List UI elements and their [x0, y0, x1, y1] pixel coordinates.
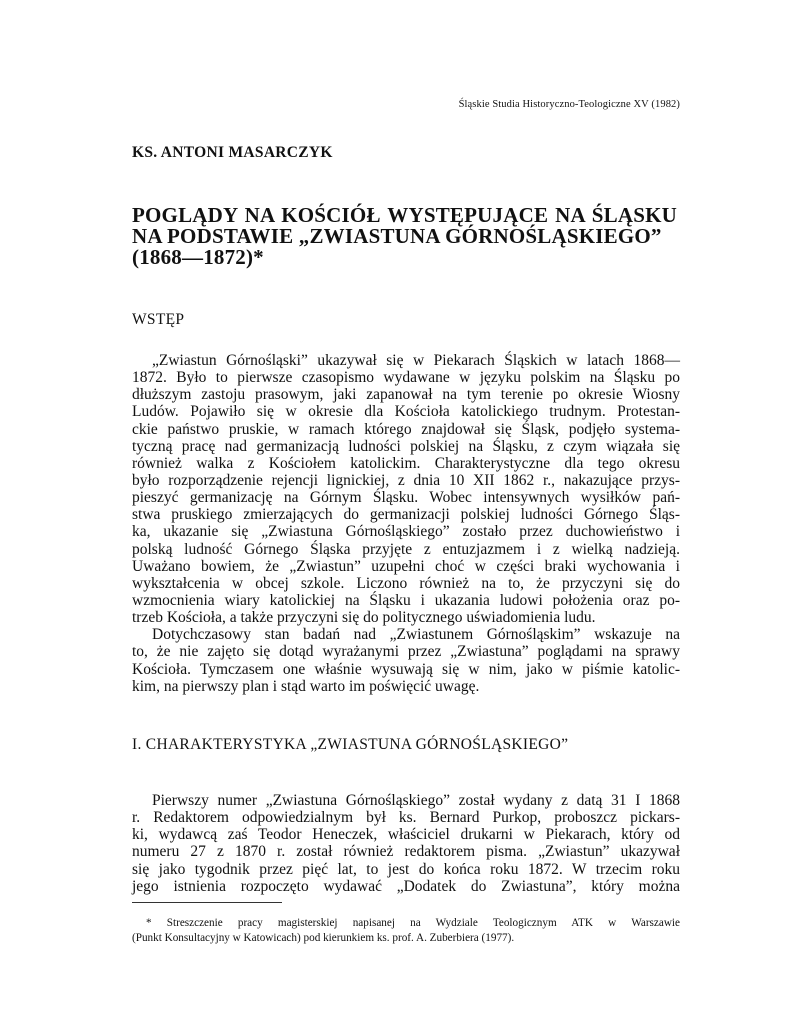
title-line: NA PODSTAWIE „ZWIASTUNA GÓRNOŚLĄSKIEGO” [132, 224, 662, 248]
running-header: Śląskie Studia Historyczno-Teologiczne XV (1982) [458, 99, 680, 110]
text-line: ki, wydawcą zaś Teodor Heneczek, właściciel drukarni w Piekarach, który od [132, 826, 680, 844]
text-line: ckie państwo pruskie, w ramach którego znajdował się Śląsk, podjęło systema- [132, 420, 680, 438]
footnote-line: * Streszczenie pracy magisterskiej napisanej na Wydziale Teologicznym ATK w Warszawie [146, 917, 680, 929]
text-line: r. Redaktorem odpowiedzialnym był ks. Bernard Purkop, proboszcz pickars- [132, 809, 680, 827]
section-heading-chapter-1: I. CHARAKTERYSTYKA „ZWIASTUNA GÓRNOŚLĄSKIEGO” [132, 736, 569, 753]
text-line: stwa pruskiego zmierzających do germanizacji polskiej ludności Górnego Śląs- [132, 506, 680, 524]
text-line: 1872. Było to pierwsze czasopismo wydawane w języku polskim na Śląsku po [132, 369, 680, 387]
intro-paragraphs [132, 352, 680, 695]
text-line: kim, na pierwszy plan i stąd warto im poświęcić uwagę. [132, 677, 480, 695]
text-line: to, że nie zajęto się dotąd wyrażanymi przez „Zwiastuna” poglądami na sprawy [132, 643, 680, 661]
footnote-divider [132, 902, 282, 903]
text-line: wzmocnienia wiary katolickiej na Śląsku i ukazania ludowi położenia oraz po- [132, 591, 680, 609]
text-line: tyczną pracę nad germanizacją ludności polskiej na Śląsku, z czym wiązała się [132, 437, 680, 455]
article-title [132, 205, 692, 268]
text-line: trzeb Kościoła, a także przyczyni się do politycznego uświadomienia ludu. [132, 609, 596, 627]
text-line: ka, ukazanie się „Zwiastuna Górnośląskiego” zostało przez duchowieństwo i [132, 523, 680, 541]
text-line: Dotychczasowy stan badań nad „Zwiastunem Górnośląskim” wskazuje na [152, 626, 680, 644]
text-line: się jako tygodnik przez pięć lat, to jest do końca roku 1872. W trzecim roku [132, 860, 680, 878]
text-line: było rozporządzenie rejencji lignickiej, z dnia 10 XII 1862 r., nakazujące przys- [132, 471, 680, 489]
text-line: Kościoła. Tymczasem one właśnie wysuwają się w nim, jako w piśmie katolic- [132, 660, 680, 678]
text-line: wykształcenia w obcej szkole. Liczono również na to, że przyczyni się do [132, 574, 680, 592]
footnote-line: (Punkt Konsultacyjny w Katowicach) pod kierunkiem ks. prof. A. Zuberbiera (1977). [132, 932, 515, 944]
text-line: pieszyć germanizację na Górnym Śląsku. Wobec intensywnych wysiłków pań- [132, 489, 680, 507]
title-line: POGLĄDY NA KOŚCIÓŁ WYSTĘPUJĄCE NA ŚLĄSKU [132, 203, 677, 227]
title-line: (1868—1872)* [132, 245, 264, 269]
chapter-1-paragraphs [132, 792, 680, 895]
section-heading-intro: WSTĘP [132, 311, 185, 328]
text-line: jego istnienia rozpoczęto wydawać „Dodatek do Zwiastuna”, który można [132, 877, 680, 895]
text-line: również walka z Kościołem katolickim. Charakterystyczne dla tego okresu [132, 454, 680, 472]
text-line: Uważano bowiem, że „Zwiastun” uzupełni choć w części braki wychowania i [132, 557, 680, 575]
text-line: „Zwiastun Górnośląski” ukazywał się w Piekarach Śląskich w latach 1868— [152, 352, 680, 369]
text-line: numeru 27 z 1870 r. został również redaktorem pisma. „Zwiastun” ukazywał [132, 843, 680, 861]
text-line: Pierwszy numer „Zwiastuna Górnośląskiego” został wydany z datą 31 I 1868 [152, 792, 680, 809]
text-line: polską ludność Górnego Śląska przyjęte z entuzjazmem i z wielką nadzieją. [132, 540, 680, 558]
footnote [132, 916, 680, 946]
text-line: dłuższym zastoju prasowym, jaki zapanował na tym terenie po okresie Wiosny [132, 386, 680, 404]
text-line: Ludów. Pojawiło się w okresie dla Kościoła katolickiego trudnym. Protestan- [132, 403, 680, 421]
author-name: KS. ANTONI MASARCZYK [132, 144, 333, 161]
